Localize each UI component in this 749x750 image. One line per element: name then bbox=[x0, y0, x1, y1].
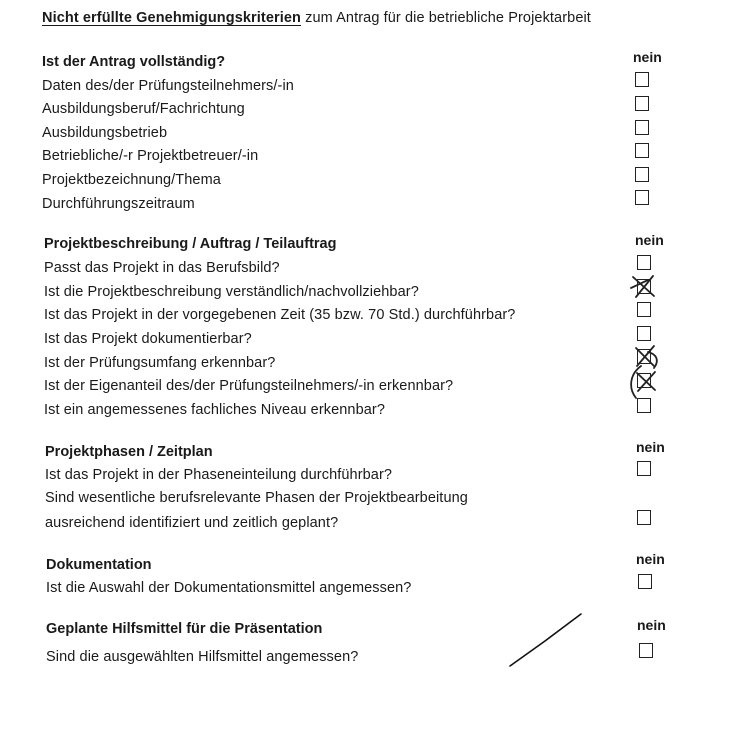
column-label-nein: nein bbox=[637, 617, 666, 633]
nein-checkbox[interactable] bbox=[635, 120, 649, 135]
column-label-nein: nein bbox=[635, 232, 664, 248]
nein-checkbox-checked[interactable] bbox=[637, 279, 651, 294]
criterion-label: Ausbildungsberuf/Fachrichtung bbox=[42, 101, 245, 117]
section-heading-projektbeschreibung: Projektbeschreibung / Auftrag / Teilauftrag bbox=[44, 236, 337, 252]
criterion-label: Ist ein angemessenes fachliches Niveau erkennbar? bbox=[44, 402, 386, 418]
criterion-label: Projektbezeichnung/Thema bbox=[42, 172, 221, 188]
criterion-label: Ist der Prüfungsumfang erkennbar? bbox=[44, 355, 276, 371]
section-heading-projektphasen: Projektphasen / Zeitplan bbox=[45, 444, 213, 460]
criterion-label: Ist die Auswahl der Dokumentationsmittel angemessen? bbox=[46, 580, 412, 596]
section-heading-hilfsmittel: Geplante Hilfsmittel für die Präsentation bbox=[46, 621, 323, 637]
nein-checkbox[interactable] bbox=[637, 510, 651, 525]
criterion-label: Betriebliche/-r Projektbetreuer/-in bbox=[42, 148, 259, 164]
nein-checkbox[interactable] bbox=[635, 167, 649, 182]
nein-checkbox[interactable] bbox=[637, 302, 651, 317]
nein-checkbox[interactable] bbox=[639, 643, 653, 658]
nein-checkbox-checked[interactable] bbox=[637, 373, 651, 388]
criterion-label: Ist das Projekt dokumentierbar? bbox=[44, 331, 252, 347]
criterion-label: Ausbildungsbetrieb bbox=[42, 125, 168, 141]
column-label-nein: nein bbox=[636, 439, 665, 455]
nein-checkbox[interactable] bbox=[638, 574, 652, 589]
nein-checkbox[interactable] bbox=[635, 190, 649, 205]
nein-checkbox[interactable] bbox=[635, 143, 649, 158]
criterion-label: Ist die Projektbeschreibung verständlich/nachvollziehbar? bbox=[44, 284, 419, 300]
criterion-label: Ist das Projekt in der Phaseneinteilung durchführbar? bbox=[45, 467, 393, 483]
document-title bbox=[42, 10, 591, 26]
criterion-label: Passt das Projekt in das Berufsbild? bbox=[44, 260, 280, 276]
pen-stroke bbox=[510, 614, 581, 666]
column-label-nein: nein bbox=[633, 49, 662, 65]
title-bold-part: Nicht erfüllte Genehmigungskriterien bbox=[42, 10, 302, 26]
criterion-label: Ist das Projekt in der vorgegebenen Zeit (35 bzw. 70 Std.) durchführbar? bbox=[44, 307, 516, 323]
nein-checkbox[interactable] bbox=[637, 255, 651, 270]
criterion-label: Daten des/der Prüfungsteilnehmers/-in bbox=[42, 78, 294, 94]
column-label-nein: nein bbox=[636, 551, 665, 567]
criterion-label: Ist der Eigenanteil des/der Prüfungsteilnehmers/-in erkennbar? bbox=[44, 378, 454, 394]
criterion-label: ausreichend identifiziert und zeitlich geplant? bbox=[45, 515, 339, 531]
criterion-label: Durchführungszeitraum bbox=[42, 196, 195, 212]
nein-checkbox[interactable] bbox=[637, 326, 651, 341]
criterion-label: Sind wesentliche berufsrelevante Phasen der Projektbearbeitung bbox=[45, 490, 468, 506]
nein-checkbox[interactable] bbox=[635, 72, 649, 87]
criterion-label: Sind die ausgewählten Hilfsmittel angemessen? bbox=[46, 649, 359, 665]
title-rest: zum Antrag für die betriebliche Projektarbeit bbox=[301, 10, 591, 26]
section-heading-vollstaendig: Ist der Antrag vollständig? bbox=[42, 54, 226, 70]
nein-checkbox-checked[interactable] bbox=[637, 349, 651, 364]
nein-checkbox[interactable] bbox=[637, 461, 651, 476]
section-heading-dokumentation: Dokumentation bbox=[46, 557, 152, 573]
nein-checkbox[interactable] bbox=[637, 398, 651, 413]
nein-checkbox[interactable] bbox=[635, 96, 649, 111]
